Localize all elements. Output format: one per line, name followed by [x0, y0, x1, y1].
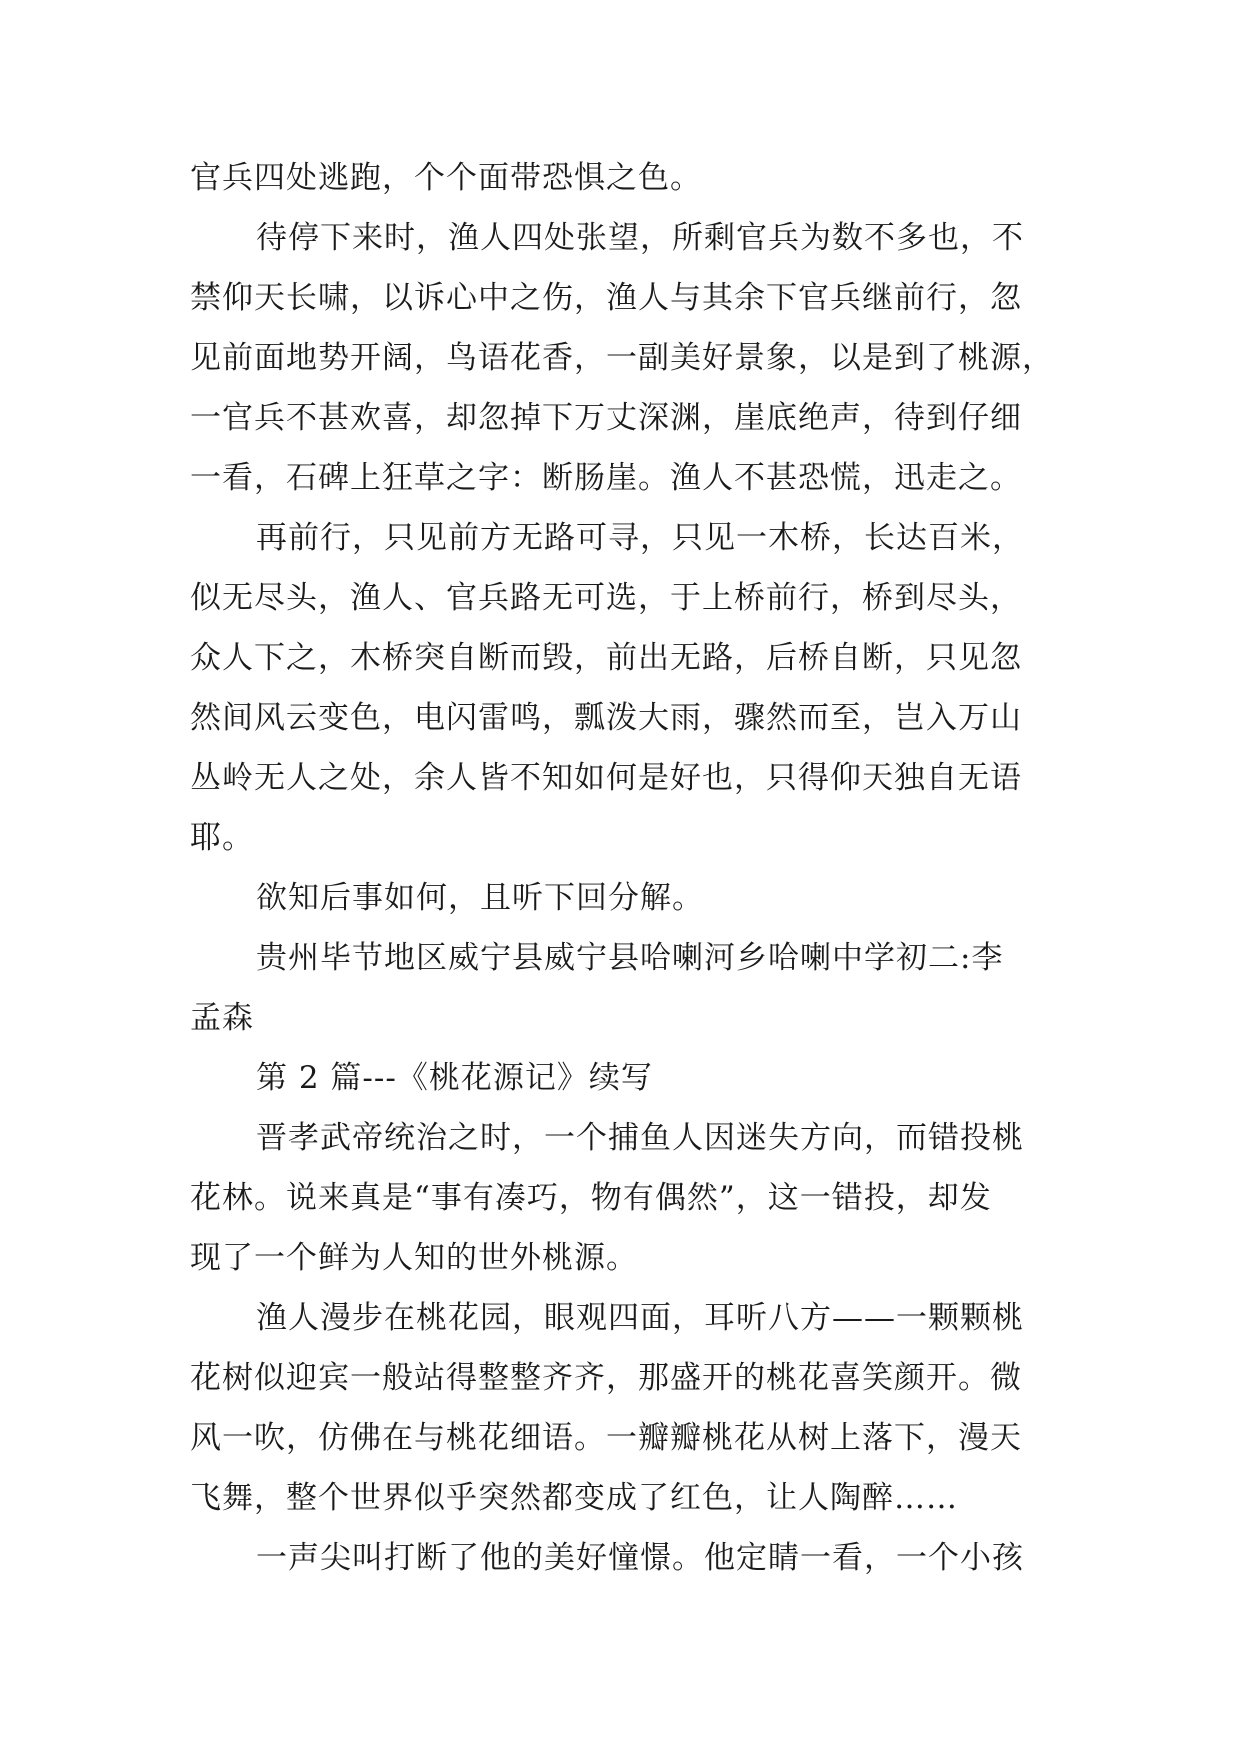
text-line: 花树似迎宾一般站得整整齐齐，那盛开的桃花喜笑颜开。微: [190, 1360, 1022, 1396]
paragraph-start-line: 再前行，只见前方无路可寻，只见一木桥，长达百米，: [256, 520, 1024, 556]
text-line: 似无尽头，渔人、官兵路无可选，于上桥前行，桥到尽头，: [190, 580, 1022, 616]
text-line: 耶。: [190, 820, 254, 856]
paragraph-start-line: 晋孝武帝统治之时，一个捕鱼人因迷失方向，而错投桃: [256, 1120, 1024, 1156]
text-line: 官兵四处逃跑，个个面带恐惧之色。: [190, 160, 702, 196]
text-line: 一看，石碑上狂草之字：断肠崖。渔人不甚恐慌，迅走之。: [190, 460, 1022, 496]
author-line: 贵州毕节地区威宁县威宁县哈喇河乡哈喇中学初二:李: [256, 940, 1004, 976]
text-line: 众人下之，木桥突自断而毁，前出无路，后桥自断，只见忽: [190, 640, 1022, 676]
text-line: 丛岭无人之处，余人皆不知如何是好也，只得仰天独自无语: [190, 760, 1022, 796]
paragraph-start-line: 欲知后事如何，且听下回分解。: [256, 880, 704, 916]
paragraph-start-line: 一声尖叫打断了他的美好憧憬。他定睛一看，一个小孩: [256, 1540, 1024, 1576]
text-line: 现了一个鲜为人知的世外桃源。: [190, 1240, 638, 1276]
text-line: 花林。说来真是“事有凑巧，物有偶然”，这一错投，却发: [190, 1180, 992, 1216]
text-line: 禁仰天长啸，以诉心中之伤，渔人与其余下官兵继前行，忽: [190, 280, 1022, 316]
paragraph-start-line: 待停下来时，渔人四处张望，所剩官兵为数不多也，不: [256, 220, 1024, 256]
text-line: 风一吹，仿佛在与桃花细语。一瓣瓣桃花从树上落下，漫天: [190, 1420, 1022, 1456]
section-heading: 第 2 篇---《桃花源记》续写: [256, 1060, 653, 1096]
text-line: 一官兵不甚欢喜，却忽掉下万丈深渊，崖底绝声，待到仔细: [190, 400, 1022, 436]
text-line: 飞舞，整个世界似乎突然都变成了红色，让人陶醉……: [190, 1480, 958, 1516]
text-line: 然间风云变色，电闪雷鸣，瓢泼大雨，骤然而至，岂入万山: [190, 700, 1022, 736]
paragraph-start-line: 渔人漫步在桃花园，眼观四面，耳听八方——一颗颗桃: [256, 1300, 1024, 1336]
text-line: 见前面地势开阔，鸟语花香，一副美好景象，以是到了桃源，: [190, 340, 1054, 376]
author-name: 孟森: [190, 1000, 254, 1036]
